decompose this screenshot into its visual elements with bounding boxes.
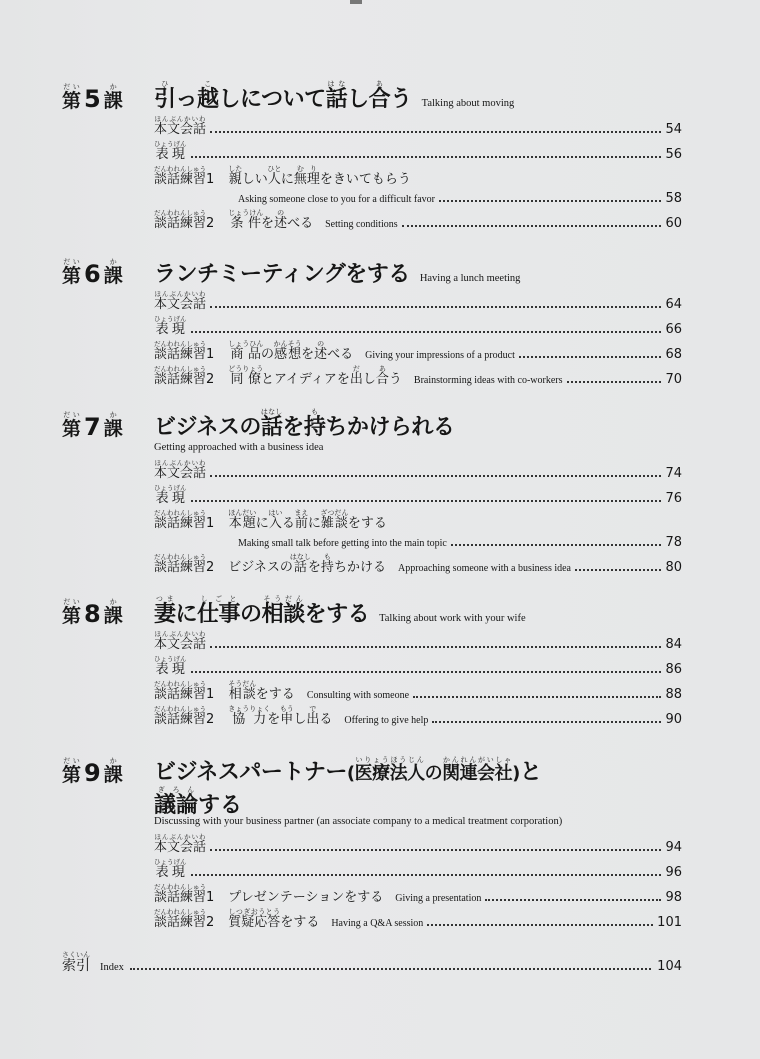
toc-entry[interactable] [154, 206, 682, 231]
leader-dots [210, 646, 661, 648]
page-number: 76 [665, 491, 682, 506]
entry-list [154, 456, 682, 575]
leader-dots [191, 671, 662, 673]
lesson-heading[interactable] [62, 253, 682, 287]
entry-topic: プレゼンテーションをする [228, 890, 384, 905]
leader-dots [451, 544, 662, 546]
index-page-number: 104 [657, 959, 682, 974]
page-number: 90 [665, 712, 682, 727]
toc-entry[interactable] [154, 905, 682, 930]
page-number: 98 [665, 890, 682, 905]
entry-label: 本文会話ほんぶんかいわ [154, 833, 207, 855]
toc-entry[interactable] [154, 880, 682, 905]
entry-topic-en: Consulting with someone [306, 690, 410, 701]
toc-entry[interactable] [154, 337, 682, 362]
toc-entry[interactable] [154, 652, 682, 677]
page-number: 78 [665, 535, 682, 550]
leader-dots [210, 306, 661, 308]
binding-mark [350, 0, 362, 4]
page-number: 56 [665, 147, 682, 162]
lesson-title-en: Having a lunch meeting [419, 273, 521, 284]
leader-dots [191, 331, 662, 333]
toc-entry[interactable] [154, 137, 682, 162]
toc-entry[interactable] [154, 855, 682, 880]
entry-label: 表現ひょうげん [154, 140, 187, 162]
entry-label: 談話練習だんわれんしゅう1 [154, 165, 215, 187]
page-number: 58 [665, 191, 682, 206]
lesson-title: 妻つまに仕事しごとの相談そうだんをする [154, 595, 370, 627]
leader-dots [130, 968, 651, 970]
entry-topic-en: Brainstorming ideas with co-workers [413, 375, 563, 386]
toc-entry[interactable] [154, 456, 682, 481]
lesson-title: ランチミーティングをする [154, 262, 410, 287]
entry-list [154, 627, 682, 727]
entry-label: 談話練習だんわれんしゅう2 [154, 705, 215, 727]
leader-dots [210, 849, 661, 851]
toc-entry[interactable] [154, 702, 682, 727]
page-number: 101 [657, 915, 682, 930]
page-number: 66 [665, 322, 682, 337]
entry-label: 談話練習だんわれんしゅう1 [154, 340, 215, 362]
entry-label: 談話練習だんわれんしゅう2 [154, 553, 215, 575]
lesson-title-en: Talking about moving [421, 98, 515, 109]
page-number: 84 [665, 637, 682, 652]
lesson-heading[interactable] [62, 752, 682, 786]
index-label: 索引さくいん [62, 951, 90, 974]
leader-dots [519, 356, 662, 358]
page-number: 94 [665, 840, 682, 855]
index-en: Index [100, 962, 124, 973]
lesson-section [62, 406, 682, 575]
toc-entry[interactable] [154, 362, 682, 387]
leader-dots [413, 696, 661, 698]
lesson-number: 第だい 7 課か [62, 411, 123, 441]
entry-label: 本文会話ほんぶんかいわ [154, 115, 207, 137]
entry-topic-en: Giving your impressions of a product [365, 350, 515, 361]
leader-dots [210, 475, 661, 477]
entry-topic: 相談そうだんをする [228, 680, 295, 702]
entry-topic-en: Having a Q&A session [331, 918, 424, 929]
entry-topic: 親したしい人ひとに無理むりをきいてもらう [228, 165, 411, 187]
entry-label: 談話練習だんわれんしゅう2 [154, 209, 215, 231]
lesson-title-en: Talking about work with your wife [379, 613, 526, 624]
leader-dots [191, 874, 662, 876]
toc-entry[interactable] [154, 550, 682, 575]
page-number: 70 [665, 372, 682, 387]
entry-topic-en: Making small talk before getting into the main topic [238, 538, 447, 549]
page-number: 96 [665, 865, 682, 880]
lesson-heading[interactable] [62, 78, 682, 112]
entry-topic-en: Approaching someone with a business idea [397, 563, 571, 574]
entry-label: 本文会話ほんぶんかいわ [154, 290, 207, 312]
leader-dots [402, 225, 662, 227]
page-number: 60 [665, 216, 682, 231]
entry-topic: ビジネスの話はなしを持もちかける [228, 553, 386, 575]
lesson-number: 第だい 9 課か [62, 757, 123, 787]
lesson-title: 引ひっ越こしについて話はなし合あう [154, 80, 412, 112]
entry-label: 談話練習だんわれんしゅう1 [154, 509, 215, 531]
lesson-title-en: Discussing with your business partner (an associate company to a medical treatment corporation) [154, 816, 563, 827]
entry-topic: 本題ほんだいに入はいる前まえに雑談ざつだんをする [228, 509, 387, 531]
page-number: 86 [665, 662, 682, 677]
toc-entry[interactable] [154, 162, 682, 206]
toc-entry[interactable] [154, 627, 682, 652]
entry-label: 本文会話ほんぶんかいわ [154, 459, 207, 481]
entry-list [154, 830, 682, 930]
entry-topic: 協力きょうりょくを申もうし出でる [228, 705, 333, 727]
toc-entry[interactable] [154, 112, 682, 137]
lesson-section [62, 593, 682, 727]
entry-label: 談話練習だんわれんしゅう1 [154, 883, 215, 905]
toc-entry[interactable] [154, 481, 682, 506]
leader-dots [439, 200, 661, 202]
lesson-title: ビジネスパートナー(医療法人いりょうほうじんの関連会社かんれんがいしゃ)と [154, 756, 542, 785]
leader-dots [485, 899, 661, 901]
page-number: 64 [665, 297, 682, 312]
lesson-number: 第だい 5 課か [62, 83, 123, 113]
toc-entry[interactable] [154, 506, 682, 550]
entry-label: 本文会話ほんぶんかいわ [154, 630, 207, 652]
lesson-heading[interactable] [62, 593, 682, 627]
entry-topic-en: Asking someone close to you for a difficult favor [238, 194, 435, 205]
toc-entry[interactable] [154, 830, 682, 855]
lesson-title-en: Getting approached with a business idea [154, 442, 324, 453]
page-number: 88 [665, 687, 682, 702]
lesson-number: 第だい 8 課か [62, 598, 123, 628]
leader-dots [567, 381, 662, 383]
entry-topic-en: Giving a presentation [395, 893, 482, 904]
page-number: 80 [665, 560, 682, 575]
leader-dots [191, 500, 662, 502]
entry-label: 表現ひょうげん [154, 315, 187, 337]
entry-topic: 質疑応答しつぎおうとうをする [228, 908, 320, 930]
lesson-section [62, 752, 682, 930]
leader-dots [191, 156, 662, 158]
leader-dots [575, 569, 661, 571]
toc-entry[interactable] [154, 677, 682, 702]
entry-topic: 同僚どうりょうとアイディアを出だし合あう [228, 365, 402, 387]
entry-list [154, 112, 682, 231]
entry-label: 表現ひょうげん [154, 484, 187, 506]
entry-topic-en: Offering to give help [344, 715, 429, 726]
entry-topic: 条件じょうけんを述のべる [228, 209, 314, 231]
leader-dots [427, 924, 653, 926]
index-entry[interactable] [62, 948, 682, 974]
entry-label: 表現ひょうげん [154, 655, 187, 677]
entry-label: 談話練習だんわれんしゅう2 [154, 908, 215, 930]
entry-label: 表現ひょうげん [154, 858, 187, 880]
lesson-title-line2: 議論ぎろんする [154, 786, 243, 818]
page-number: 74 [665, 466, 682, 481]
page-number: 68 [665, 347, 682, 362]
lesson-section [62, 78, 682, 231]
entry-topic: 商品しょうひんの感想かんそうを述のべる [228, 340, 354, 362]
toc-entry[interactable] [154, 287, 682, 312]
leader-dots [210, 131, 661, 133]
toc-entry[interactable] [154, 312, 682, 337]
page-number: 54 [665, 122, 682, 137]
entry-list [154, 287, 682, 387]
leader-dots [432, 721, 661, 723]
lesson-title: ビジネスの話はなしを持もちかけられる [154, 408, 455, 440]
entry-topic-en: Setting conditions [325, 219, 398, 230]
lesson-section [62, 253, 682, 387]
entry-label: 談話練習だんわれんしゅう2 [154, 365, 215, 387]
lesson-number: 第だい 6 課か [62, 258, 123, 288]
entry-label: 談話練習だんわれんしゅう1 [154, 680, 215, 702]
lesson-heading[interactable] [62, 406, 682, 440]
